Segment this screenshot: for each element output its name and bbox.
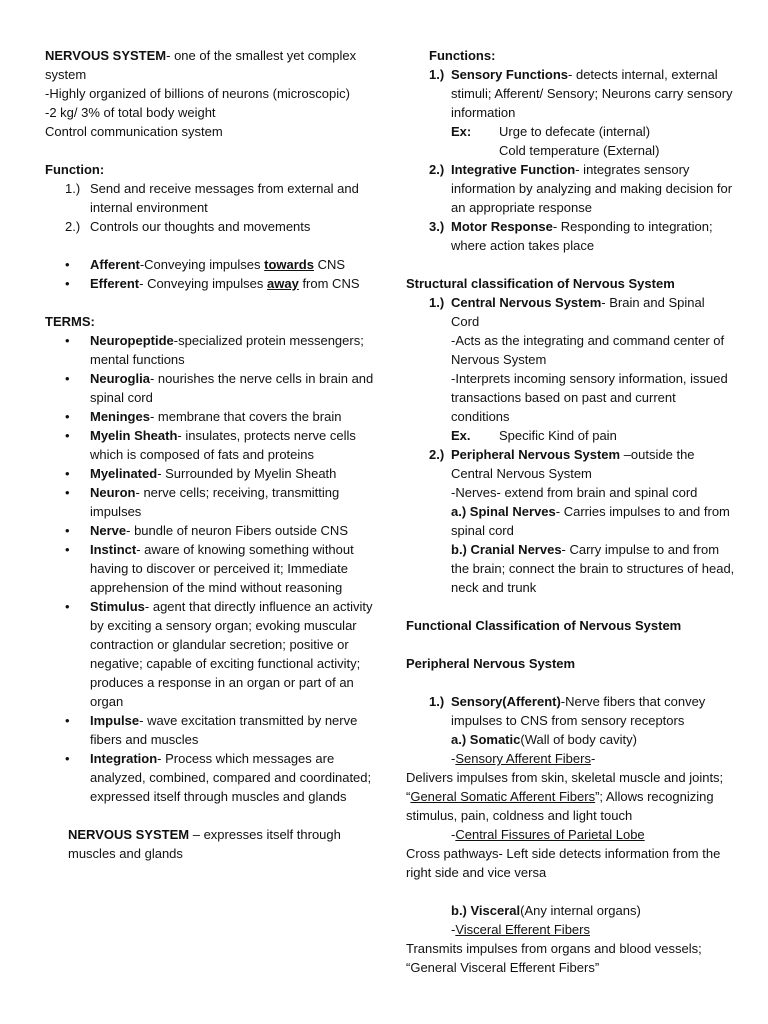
cross-pathways: Cross pathways- Left side detects information from the right side and vice versa — [406, 846, 721, 880]
term-item: • Impulse- wave excitation transmitted by nerve fibers and muscles — [45, 711, 375, 749]
intro-line: Control communication system — [45, 124, 223, 139]
function-heading: Function: — [45, 162, 105, 177]
bullet-icon: • — [65, 257, 70, 272]
function-integrative: 2.) Integrative Function- integrates sensory information by analyzing and making decision for an appropriate response — [429, 162, 733, 215]
left-column — [45, 46, 375, 863]
bullet-icon: • — [65, 428, 70, 443]
closing-paragraph: NERVOUS SYSTEM – expresses itself through muscles and glands — [68, 827, 341, 861]
structural-cns: 1.) Central Nervous System- Brain and Spinal Cord — [429, 295, 705, 329]
cranial-nerves: b.) Cranial Nerves- Carry impulse to and from the brain; connect the brain to structures of head, neck and trunk — [451, 542, 735, 595]
term-item: • Neuropeptide-specialized protein messengers; mental functions — [45, 331, 375, 369]
bullet-icon: • — [65, 371, 70, 386]
term-item: • Meninges- membrane that covers the brain — [45, 407, 375, 426]
right-column — [406, 46, 736, 977]
function-sensory: 1.) Sensory Functions- detects internal, external stimuli; Afferent/ Sensory; Neurons carry sensory information — [429, 67, 733, 120]
intro-paragraph — [45, 46, 375, 84]
term-item: • Neuroglia- nourishes the nerve cells in brain and spinal cord — [45, 369, 375, 407]
sensory-afferent: 1.) Sensory(Afferent)-Nerve fibers that convey impulses to CNS from sensory receptors — [429, 694, 706, 728]
visceral: b.) Visceral(Any internal organs) — [451, 903, 641, 918]
term-item: • Myelinated- Surrounded by Myelin Sheath — [45, 464, 375, 483]
cns-line: -Interprets incoming sensory information, issued transactions based on past and current conditions — [451, 371, 728, 424]
bullet-icon: • — [65, 466, 70, 481]
somatic: a.) Somatic(Wall of body cavity) — [451, 732, 637, 747]
bullet-icon: • — [65, 276, 70, 291]
cns-example: Ex. Specific Kind of pain — [451, 428, 617, 443]
structural-pns: 2.) Peripheral Nervous System –outside the Central Nervous System — [429, 447, 695, 481]
terms-list — [45, 331, 375, 806]
sensory-afferent-fibers: -Sensory Afferent Fibers- — [451, 751, 596, 766]
bullet-icon: • — [65, 523, 70, 538]
intro-line: -Highly organized of billions of neurons (microscopic) — [45, 86, 350, 101]
visceral-description: Transmits impulses from organs and blood vessels; “General Visceral Efferent Fibers” — [406, 941, 702, 975]
parietal-lobe: -Central Fissures of Parietal Lobe — [451, 827, 645, 842]
pns-heading: Peripheral Nervous System — [406, 656, 576, 671]
function-motor: 3.) Motor Response- Responding to integration; where action takes place — [429, 219, 713, 253]
bullet-icon: • — [65, 542, 70, 557]
afferent-item: • Afferent-Conveying impulses towards CNS — [45, 255, 375, 274]
sensory-example: Ex: Urge to defecate (internal) — [451, 124, 651, 139]
bullet-icon: • — [65, 333, 70, 348]
function-item: 1.) Send and receive messages from external and internal environment — [65, 181, 359, 215]
pns-line: -Nerves- extend from brain and spinal cord — [451, 485, 698, 500]
sensory-example-2: Cold temperature (External) — [499, 143, 660, 158]
term-item: • Integration- Process which messages are analyzed, combined, compared and coordinated; expressed itself through muscles and glands — [45, 749, 375, 806]
term-item: • Neuron- nerve cells; receiving, transmitting impulses — [45, 483, 375, 521]
terms-heading: TERMS: — [45, 314, 95, 329]
somatic-description: Delivers impulses from skin, skeletal muscle and joints; “General Somatic Afferent Fibers”; Allows recognizing stimulus, pain, coldness and light touch — [406, 770, 724, 823]
structural-heading: Structural classification of Nervous System — [406, 276, 675, 291]
functional-heading: Functional Classification of Nervous System — [406, 618, 682, 633]
spinal-nerves: a.) Spinal Nerves- Carries impulses to and from spinal cord — [451, 504, 730, 538]
intro-rest: - one of the smallest yet complex system — [45, 48, 357, 82]
term-item: • Instinct- aware of knowing something without having to discover or perceived it; Immediate apprehension of the mind without reasoning — [45, 540, 375, 597]
bullet-icon: • — [65, 713, 70, 728]
term-item: • Myelin Sheath- insulates, protects nerve cells which is composed of fats and proteins — [45, 426, 375, 464]
efferent-item: • Efferent- Conveying impulses away from CNS — [45, 274, 375, 293]
bullet-icon: • — [65, 751, 70, 766]
term-item: • Nerve- bundle of neuron Fibers outside CNS — [45, 521, 375, 540]
term-item: • Stimulus- agent that directly influence an activity by exciting a sensory organ; evoking muscular contraction or glandular secretion; positive or negative; capable of exciting functional activity; produces a response in an organ or part of an organ — [45, 597, 375, 711]
bullet-icon: • — [65, 599, 70, 614]
visceral-efferent-fibers: -Visceral Efferent Fibers — [451, 922, 590, 937]
intro-line: -2 kg/ 3% of total body weight — [45, 105, 216, 120]
function-item: 2.) Controls our thoughts and movements — [65, 219, 311, 234]
functions-heading: Functions: — [429, 48, 496, 63]
bullet-icon: • — [65, 409, 70, 424]
cns-line: -Acts as the integrating and command center of Nervous System — [451, 333, 725, 367]
bullet-icon: • — [65, 485, 70, 500]
intro-title: NERVOUS SYSTEM — [45, 48, 167, 63]
